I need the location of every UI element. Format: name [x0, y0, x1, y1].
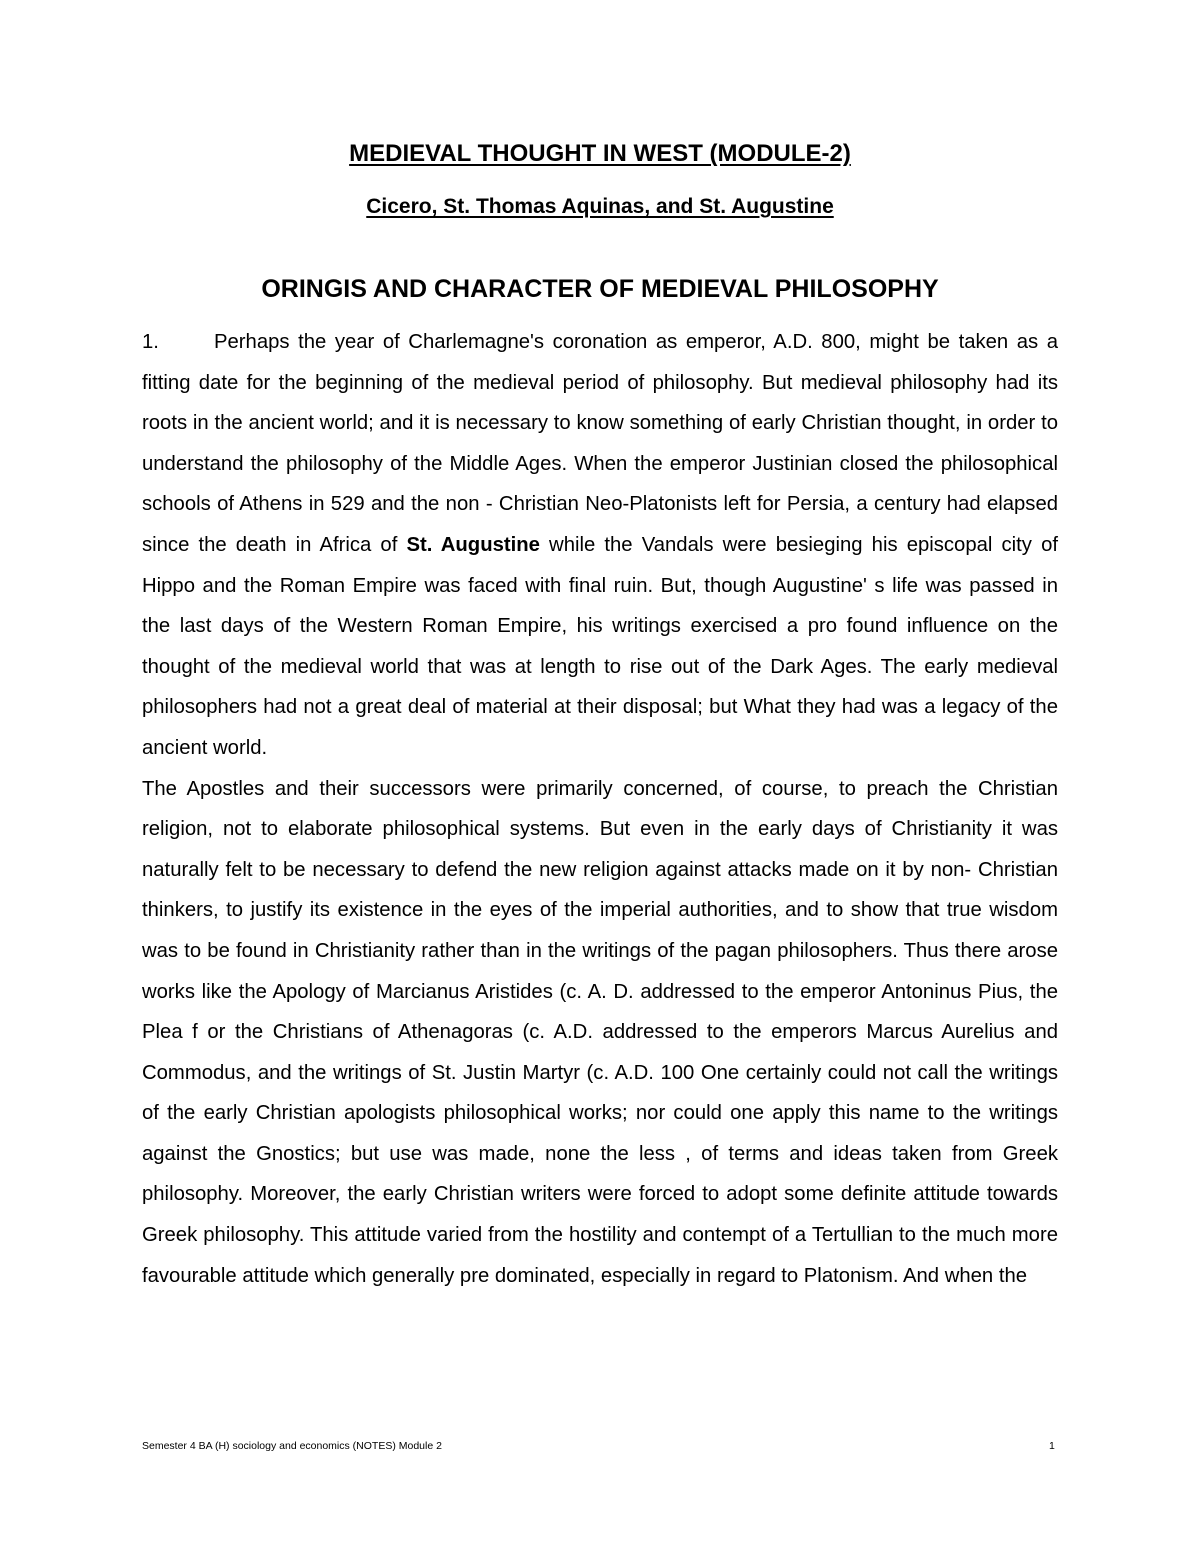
document-subtitle: Cicero, St. Thomas Aquinas, and St. Augustine [366, 195, 834, 218]
paragraph-number: 1. [142, 331, 159, 353]
document-title: MEDIEVAL THOUGHT IN WEST (MODULE-2) [349, 140, 851, 167]
footer-text: Semester 4 BA (H) sociology and economics (NOTES) Module 2 [142, 1440, 442, 1452]
paragraph-2: The Apostles and their successors were primarily concerned, of course, to preach the Christian religion, not to elaborate philosophical systems. But even in the early days of Christianity it was naturally felt to be necessary to defend the new religion against attacks made on it by non- Christian thinkers, to justify its existence in the eyes of the imperial authorities, and to show that true wisdom was to be found in Christianity rather than in the writings of the pagan philosophers. Thus there arose works like the Apology of Marcianus Aristides (c. A. D. addressed to the emperor Antoninus Pius, the Plea f or the Christians of Athenagoras (c. A.D. addressed to the emperors Marcus Aurelius and Commodus, and the writings of St. Justin Martyr (c. A.D. 100 One certainly could not call the writings of the early Christian apologists philosophical works; nor could one apply this name to the writings against the Gnostics; but use was made, none the less , of terms and ideas taken from Greek philosophy. Moreover, the early Christian writers were forced to adopt some definite attitude towards Greek philosophy. This attitude varied from the hostility and contempt of a Tertullian to the much more favourable attitude which generally pre dominated, especially in regard to Platonism. And when the [142, 777, 1058, 1287]
section-heading: ORINGIS AND CHARACTER OF MEDIEVAL PHILOSOPHY [261, 275, 939, 303]
paragraph-1-text-a: Perhaps the year of Charlemagne's coronation as emperor, A.D. 800, might be taken as a fitting date for the beginning of the medieval period of philosophy. But medieval philosophy had its roots in the ancient world; and it is necessary to know something of early Christian thought, in order to understand the philosophy of the Middle Ages. When the emperor Justinian closed the philosophical schools of Athens in 529 and the non - Christian Neo-Platonists left for Persia, a century had elapsed since the death in Africa of [142, 331, 1058, 556]
paragraph-1 [142, 322, 1058, 769]
paragraph-1-text-b: while the Vandals were besieging his episcopal city of Hippo and the Roman Empire was faced with final ruin. But, though Augustine' s life was passed in the last days of the Western Roman Empire, his writings exercised a pro found influence on the thought of the medieval world that was at length to rise out of the Dark Ages. The early medieval philosophers had not a great deal of material at their disposal; but What they had was a legacy of the ancient world. [142, 533, 1058, 759]
bold-name: St. Augustine [406, 533, 540, 556]
page-number: 1 [1049, 1440, 1055, 1452]
document-body [142, 322, 1058, 1296]
